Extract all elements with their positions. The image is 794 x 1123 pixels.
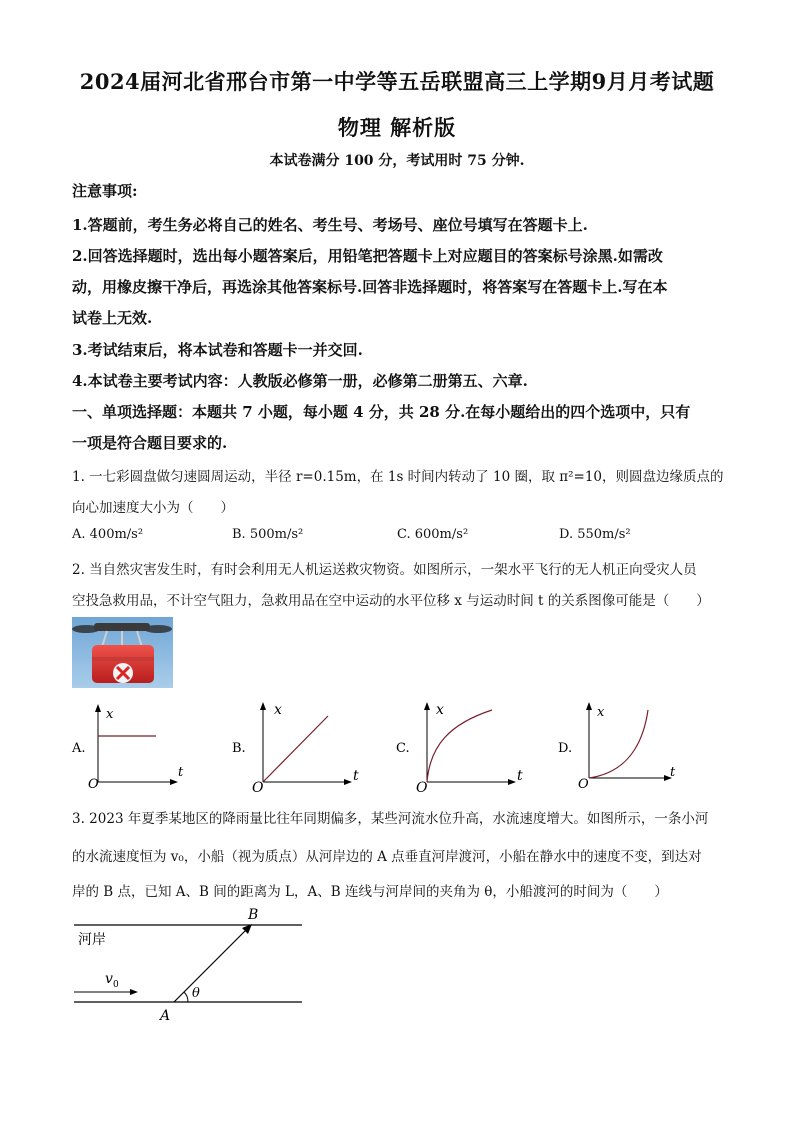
graph-c-label: C.: [396, 741, 410, 756]
y-axis-label: x: [274, 702, 282, 718]
graph-b-label: B.: [232, 741, 246, 756]
graph-d-curve: [589, 710, 648, 778]
option-b: B. 500m/s²: [232, 527, 304, 542]
page-subtitle: 物理 解析版: [337, 115, 457, 140]
origin-label: O: [578, 777, 589, 792]
option-a: A. 400m/s²: [72, 527, 144, 542]
y-axis-label: x: [597, 705, 605, 720]
graph-d-label: D.: [558, 741, 573, 756]
origin-label: O: [88, 777, 99, 792]
point-b-label: B: [248, 907, 259, 923]
velocity-subscript: 0: [113, 980, 119, 990]
graph-b: [230, 696, 365, 796]
y-axis-arrow: [586, 702, 592, 710]
y-axis-label: x: [436, 702, 444, 718]
drone-photo: [72, 617, 173, 688]
exam-info: 本试卷满分 100 分，考试用时 75 分钟.: [269, 153, 525, 169]
bank-label: 河岸: [78, 932, 106, 948]
question-1-text: 向心加速度大小为（ ）: [72, 500, 234, 516]
notice-item: 动，用橡皮擦干净后，再选涂其他答案标号.回答非选择题时，将答案写在答题卡上.写在本: [72, 278, 668, 296]
current-arrow-head: [130, 989, 138, 995]
x-axis-arrow: [344, 779, 352, 785]
question-3-text: 的水流速度恒为 v₀，小船（视为质点）从河岸边的 A 点垂直河岸渡河，小船在静水中的速度不变，到达对: [72, 849, 702, 865]
x-axis-label: t: [670, 765, 676, 780]
x-axis-arrow: [508, 779, 516, 785]
question-2-text: 2. 当自然灾害发生时，有时会利用无人机运送救灾物资。如图所示，一架水平飞行的无人机正向受灾人员: [72, 562, 697, 578]
notice-item: 2.回答选择题时，选出每小题答案后，用铅笔把答题卡上对应题目的答案标号涂黑.如需改: [72, 247, 663, 265]
question-3-text: 岸的 B 点，已知 A、B 间的距离为 L，A、B 连线与河岸间的夹角为 θ，小船渡河的时间为（ ）: [72, 884, 668, 900]
x-axis-label: t: [178, 765, 184, 780]
question-2-text: 空投急救用品，不计空气阻力，急救用品在空中运动的水平位移 x 与运动时间 t 的关系图像可能是（ ）: [72, 593, 710, 609]
velocity-label: v: [105, 971, 113, 987]
graph-c: [394, 696, 529, 796]
origin-label: O: [252, 780, 264, 796]
x-axis-arrow: [170, 779, 178, 785]
graph-c-curve: [427, 710, 492, 782]
section-heading: 一、单项选择题：本题共 7 小题，每小题 4 分，共 28 分.在每小题给出的四个选项中，只有: [72, 403, 691, 421]
y-axis-arrow: [260, 702, 266, 710]
notice-item: 试卷上无效.: [72, 309, 153, 327]
y-axis-arrow: [424, 702, 430, 710]
page-title: 2024届河北省邢台市第一中学等五岳联盟高三上学期9月月考试题: [79, 69, 715, 94]
x-axis-label: t: [517, 768, 523, 784]
graph-b-curve: [263, 716, 328, 782]
question-1-text: 1. 一七彩圆盘做匀速圆周运动，半径 r=0.15m，在 1s 时间内转动了 10 圈，取 π²=10，则圆盘边缘质点的: [72, 469, 724, 485]
y-axis-label: x: [106, 707, 114, 722]
option-c: C. 600m/s²: [397, 527, 469, 542]
question-3-text: 3. 2023 年夏季某地区的降雨量比往年同期偏多，某些河流水位升高，水流速度增大。如图所示，一条小河: [72, 811, 709, 827]
notice-heading: 注意事项:: [72, 182, 138, 200]
notice-item: 4.本试卷主要考试内容：人教版必修第一册，必修第二册第五、六章.: [72, 372, 528, 390]
angle-label: θ: [192, 986, 200, 1001]
y-axis-arrow: [95, 704, 101, 712]
section-heading: 一项是符合题目要求的.: [72, 434, 228, 452]
graph-d: [556, 696, 686, 796]
x-axis-label: t: [353, 768, 359, 784]
point-a-label: A: [160, 1008, 171, 1024]
notice-item: 1.答题前，考生务必将自己的姓名、考生号、考场号、座位号填写在答题卡上.: [72, 216, 588, 234]
option-d: D. 550m/s²: [559, 527, 631, 542]
notice-item: 3.考试结束后，将本试卷和答题卡一并交回.: [72, 341, 363, 359]
angle-arc: [184, 992, 188, 1002]
graph-a-label: A.: [72, 741, 86, 756]
origin-label: O: [416, 780, 428, 796]
graph-a: [70, 700, 190, 795]
river-diagram: [70, 904, 310, 1024]
path-ab: [174, 926, 250, 1002]
